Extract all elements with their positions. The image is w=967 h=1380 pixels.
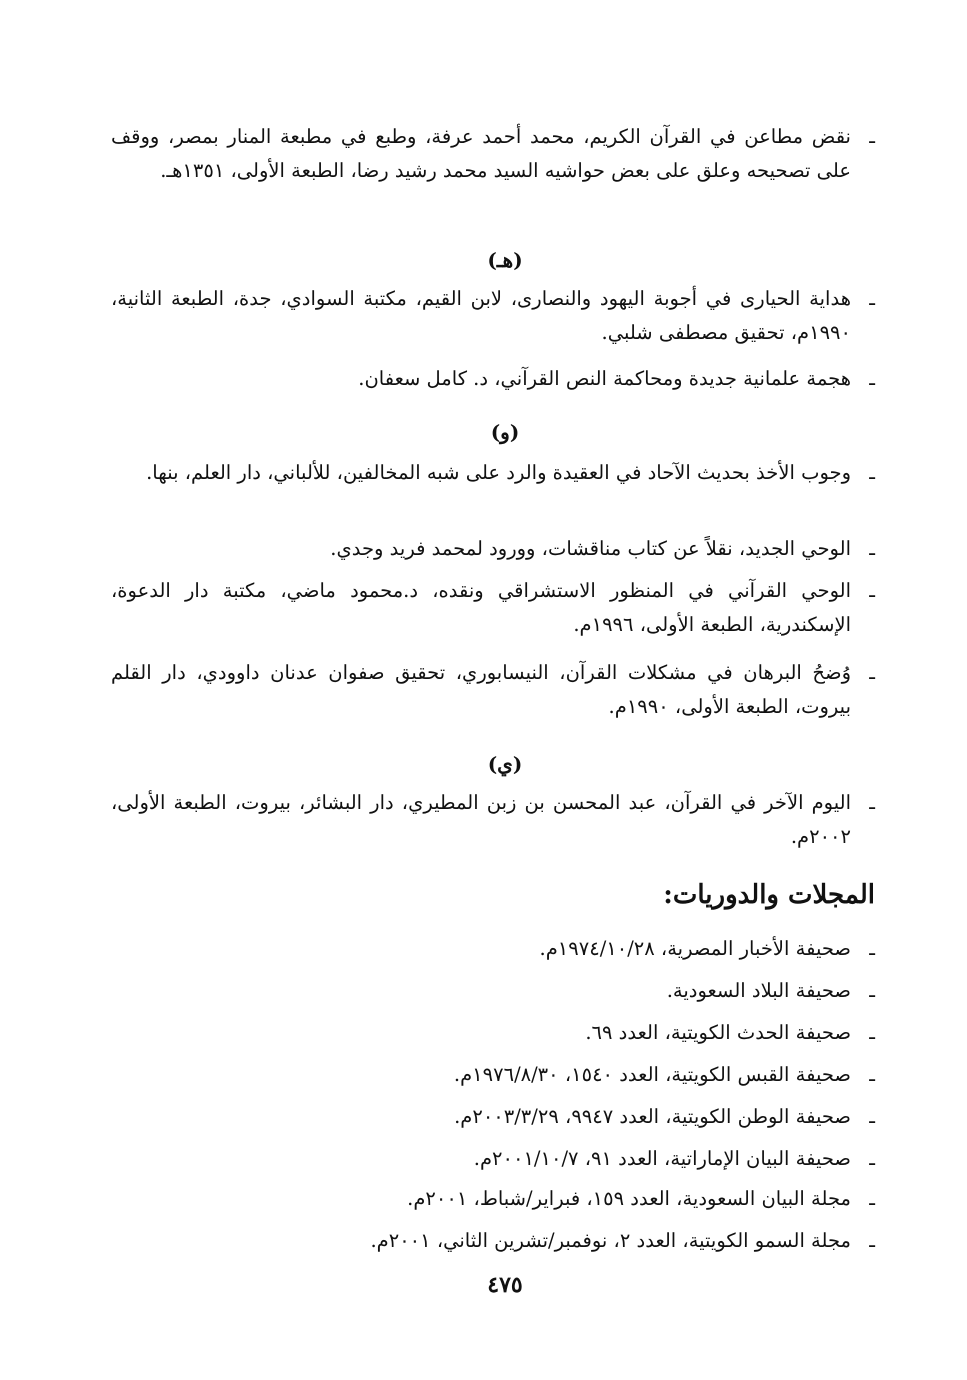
entry-dash: ـ [869, 461, 875, 484]
bibliography-entry [111, 532, 875, 566]
entry-dash: ـ [869, 661, 875, 684]
entry-dash: ـ [869, 367, 875, 390]
periodical-entry [111, 1182, 875, 1216]
entry-text: هداية الحيارى في أجوبة اليهود والنصارى، لابن القيم، مكتبة السوادي، جدة، الطبعة الثانية، ١٩٩٠م، تحقيق مصطفى شلبي. [111, 287, 851, 344]
periodical-entry [111, 1224, 875, 1258]
bibliography-entry [111, 656, 875, 724]
entry-dash: ـ [869, 1187, 875, 1210]
periodical-entry [111, 974, 875, 1008]
bibliography-entry [111, 786, 875, 854]
entry-text: صحيفة القبس الكويتية، العدد ١٥٤٠، ١٩٧٦/٨/٣٠م. [453, 1063, 851, 1086]
entry-text: الوحي الجديد، نقلاً عن كتاب مناقشات، وورود لمحمد فريد وجدي. [330, 537, 851, 560]
entry-text: صحيفة الحدث الكويتية، العدد ٦٩. [585, 1021, 851, 1044]
entry-dash: ـ [869, 537, 875, 560]
entry-dash: ـ [869, 1229, 875, 1252]
entry-text: الوحي القرآني في المنظور الاستشراقي ونقده، د.محمود ماضي، مكتبة دار الدعوة، الإسكندرية، الطبعة الأولى، ١٩٩٦م. [111, 579, 852, 636]
entry-text: صحيفة البلاد السعودية. [666, 979, 851, 1002]
bibliography-entry [111, 456, 875, 490]
page-number: ٤٧٥ [487, 1272, 523, 1298]
periodical-entry [111, 1058, 875, 1092]
entry-text: مجلة السمو الكويتية، العدد ٢، نوفمبر/تشرين الثاني، ٢٠٠١م. [370, 1229, 851, 1252]
periodical-entry [111, 1100, 875, 1134]
entry-dash: ـ [869, 1063, 875, 1086]
entry-text: صحيفة الوطن الكويتية، العدد ٩٩٤٧، ٢٠٠٣/٣/٢٩م. [454, 1105, 851, 1128]
entry-dash: ـ [869, 937, 875, 960]
bibliography-entry [111, 574, 875, 642]
letter-heading-waw: (و) [490, 420, 520, 444]
letter-heading-ya: (ي) [487, 752, 523, 776]
entry-dash: ـ [869, 579, 875, 602]
entry-text: وجوب الأخذ بحديث الآحاد في العقيدة والرد على شبه المخالفين، للألباني، دار العلم، بنها. [146, 461, 851, 484]
entry-dash: ـ [869, 287, 875, 310]
bibliography-entry [111, 362, 875, 396]
entry-text: صحيفة البيان الإماراتية، العدد ٩١، ٢٠٠١/١٠/٧م. [473, 1147, 851, 1170]
entry-text: صحيفة الأخبار المصرية، ١٩٧٤/١٠/٢٨م. [539, 937, 851, 960]
entry-dash: ـ [869, 791, 875, 814]
entry-dash: ـ [869, 1021, 875, 1044]
entry-dash: ـ [869, 979, 875, 1002]
entry-text: اليوم الآخر في القرآن، عبد المحسن بن زبن المطيري، دار البشائر، بيروت، الطبعة الأولى، ٢٠٠٢م. [111, 791, 851, 848]
entry-dash: ـ [869, 1147, 875, 1170]
section-heading-periodicals: المجلات والدوريات: [663, 880, 875, 910]
entry-text: وُضحُ البرهان في مشكلات القرآن، النيسابوري، تحقيق صفوان عدنان داوودي، دار القلم بيروت، الطبعة الأولى، ١٩٩٠م. [111, 661, 851, 718]
bibliography-entry [111, 120, 875, 188]
letter-heading-ha: (هـ) [487, 248, 523, 272]
entry-dash: ـ [869, 125, 875, 148]
periodical-entry [111, 1016, 875, 1050]
entry-text: نقض مطاعن في القرآن الكريم، محمد أحمد عرفة، وطبع في مطبعة المنار بمصر، ووقف على تصحيحه وعلق على بعض حواشيه السيد محمد رشيد رضا، الطبعة الأولى، ١٣٥١هـ. [111, 125, 851, 182]
bibliography-entry [111, 282, 875, 350]
periodical-entry [111, 932, 875, 966]
entry-text: هجمة علمانية جديدة ومحاكمة النص القرآني، د. كامل سعفان. [358, 367, 851, 390]
periodical-entry [111, 1142, 875, 1176]
entry-text: مجلة البيان السعودية، العدد ١٥٩، فبراير/شباط، ٢٠٠١م. [407, 1187, 851, 1210]
entry-dash: ـ [869, 1105, 875, 1128]
